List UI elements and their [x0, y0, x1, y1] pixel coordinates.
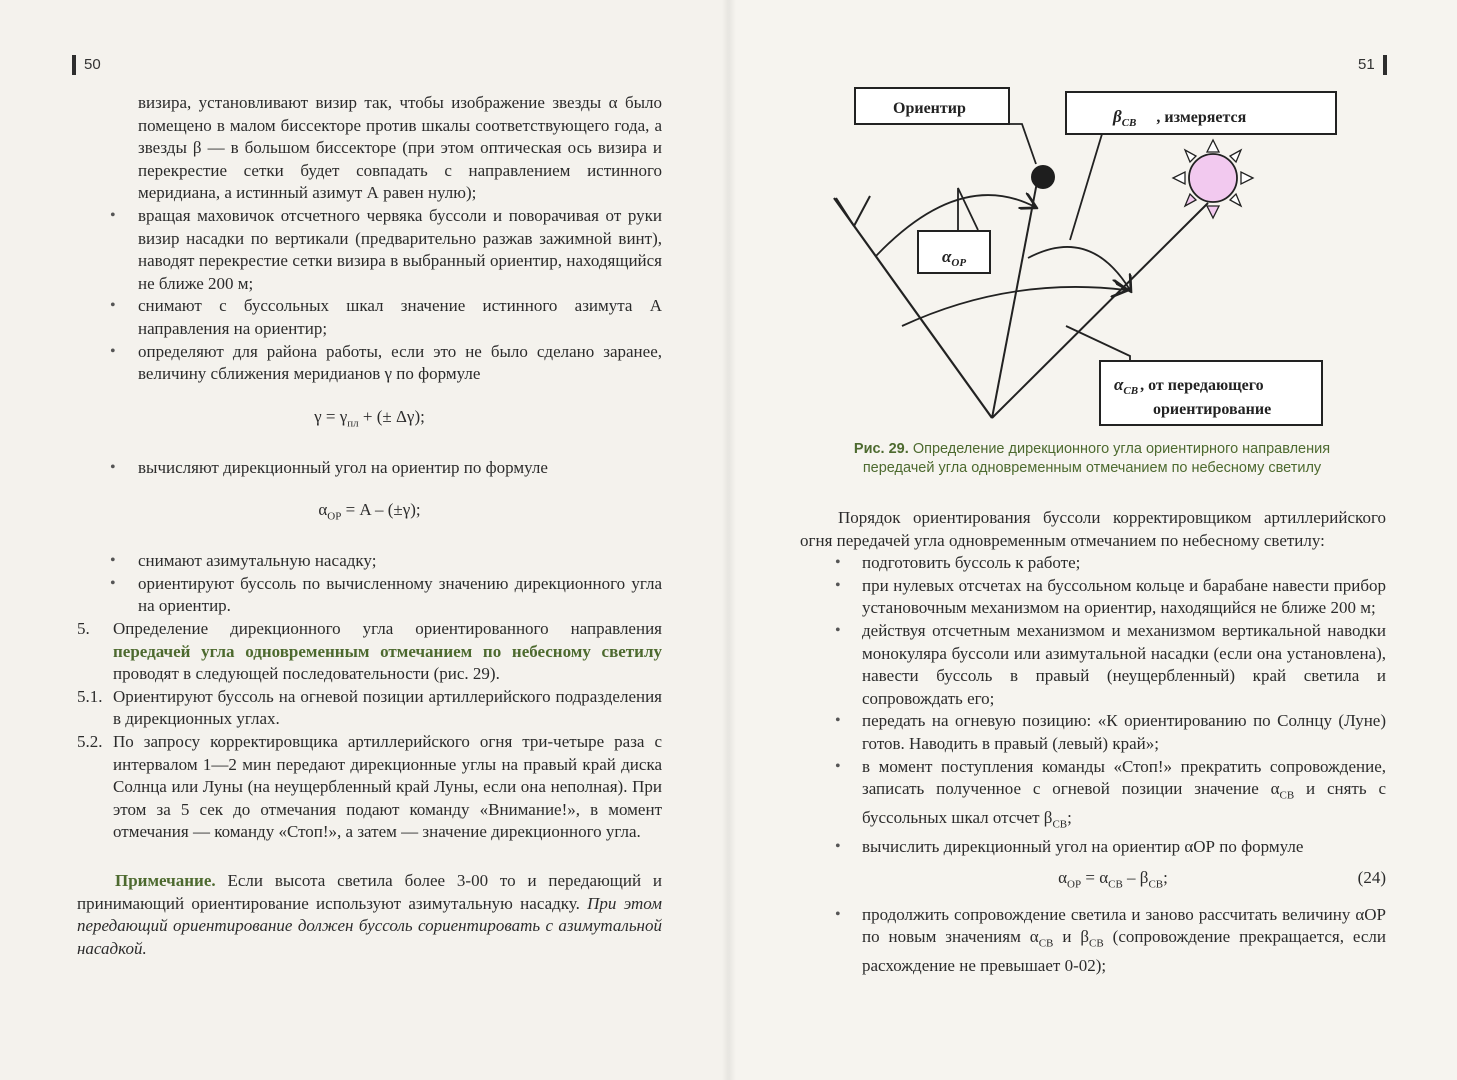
list-item: • вычислить дирекционный угол на ориентир αОР по формуле	[800, 836, 1386, 859]
label-orientir: Ориентир	[893, 100, 966, 117]
list-item: • вращая маховичок отсчетного червяка буссоли и поворачивая от руки визир насадки по вертикали (предварительно разжав зажимной винт), наводят перекрестие сетки визира в выбранный ориентир, находящийся не ближе 200 м;	[77, 205, 662, 295]
fork-line	[854, 196, 870, 226]
book-gutter	[722, 0, 736, 1080]
page-number-left: 50	[72, 55, 101, 75]
callout-line	[958, 188, 978, 231]
sun-icon	[1173, 140, 1253, 218]
intro-paragraph: Порядок ориентирования буссоли корректировщиком артиллерийского огня передачей угла одновременным отмечанием по небесному светилу:	[800, 508, 1386, 550]
label-beta: $\beta_{СВ}$ , измеряется	[1113, 107, 1247, 129]
left-column	[77, 92, 662, 960]
list-item: • снимают азимутальную насадку;	[77, 550, 662, 573]
callout-line	[1066, 326, 1130, 361]
continued-paragraph: визира, установливают визир так, чтобы изображение звезды α было помещено в малом биссекторе против шкалы соответствующего года, а звезды β — в большом биссекторе (при этом оптическая ось визира и перекрестие сетки будет совпадать с направлением истинного меридиана, а истинный азимут А равен нулю);	[138, 93, 662, 203]
list-item: • ориентируют буссоль по вычисленному значению дирекционного угла на ориентир.	[77, 573, 662, 618]
callout-line	[980, 124, 1036, 164]
numbered-item-5-1: 5.1. Ориентируют буссоль на огневой позиции артиллерийского подразделения в дирекционных углах.	[77, 686, 662, 729]
formula-gamma: $\gamma = \gamma_{пл}$ + (± Δγ);	[314, 406, 425, 430]
page-marker-bar	[72, 55, 76, 75]
label-alpha-cb-line2: ориентирование	[1153, 401, 1272, 418]
note-label: Примечание.	[115, 871, 216, 890]
list-item: • продолжить сопровождение светила и заново рассчитать величину αОР по новым значениям $\alpha_{СВ}$ и $\beta_{СВ}$ (сопровождение прекращается, если расхождение не превышает 0-02);	[800, 904, 1386, 978]
highlight-term: передачей угла одновременным отмечанием по небесному светилу	[113, 641, 662, 661]
right-column	[800, 507, 1386, 978]
list-item: • в момент поступления команды «Стоп!» прекратить сопровождение, записать полученное с огневой позиции значение $\alpha_{СВ}$ и снять с буссольных шкал отсчет $\beta_{СВ}$;	[800, 756, 1386, 837]
equation-number: (24)	[1357, 867, 1386, 887]
numbered-item-5: 5. Определение дирекционного угла ориентированного направления передачей угла одновременным отмечанием по небесному светилу проводят в следующей последовательности (рис. 29).	[77, 619, 662, 684]
formula-alpha: $\alpha_{ОР} = A - (\pm\gamma)$;	[318, 500, 421, 523]
page-number-right: 51	[1358, 55, 1387, 75]
list-item: • вычисляют дирекционный угол на ориентир по формуле	[77, 457, 662, 480]
orientir-direction-line	[992, 177, 1038, 418]
list-item: • подготовить буссоль к работе;	[800, 552, 1386, 575]
note-paragraph: Примечание. Если высота светила более 3-00 то и передающий и принимающий ориентирование используют азимутальную насадку. При этом передающий ориентирование должен буссоль сориентировать с азимутальной насадкой.	[77, 871, 662, 958]
callout-line	[1070, 134, 1102, 240]
label-alpha-cb: $\alpha_{СВ}$ , от передающего	[1114, 375, 1264, 397]
list-item: • при нулевых отсчетах на буссольном кольце и барабане навести прибор установочным механизмом на ориентир, находящийся не ближе 200 м;	[800, 575, 1386, 620]
figure-29-diagram	[830, 80, 1350, 440]
orientir-dot	[1031, 165, 1055, 189]
list-item: • определяют для района работы, если это не было сделано заранее, величину сближения меридианов γ по формуле	[77, 341, 662, 386]
page-marker-bar	[1383, 55, 1387, 75]
formula-24: $\alpha_{ОР} = \alpha_{СВ} - \beta_{СВ}$; (24)	[1058, 867, 1386, 891]
list-item: • снимают с буссольных шкал значение истинного азимута А направления на ориентир;	[77, 295, 662, 340]
fork-line	[836, 198, 854, 226]
label-alpha-or: $\alpha_{ОР}$	[942, 247, 967, 269]
arc-beta-cb	[1028, 247, 1130, 290]
numbered-item-5-2: 5.2. По запросу корректировщика артиллерийского огня три-четыре раза с интервалом 1—2 мин передают дирекционные углы на правый край диска Солнца или Луны (на неущербленный край Луны, если она неполная). При этом за 5 сек до отмечания подают команду «Внимание!», в момент отмечания — команду «Стоп!», а затем — значение дирекционного угла.	[77, 732, 662, 842]
list-item: • действуя отсчетным механизмом и механизмом вертикальной наводки монокуляра буссоли или азимутальной насадки (если она установлена), навести буссоль в правый (неущербленный) край светила и сопровождать его;	[800, 620, 1386, 710]
figure-caption: Рис. 29. Определение дирекционного угла ориентирного направления передачей угла одновременным отмечанием по небесному светилу	[853, 441, 1331, 476]
list-item: • передать на огневую позицию: «К ориентированию по Солнцу (Луне) готов. Наводить в правый (левый) край»;	[800, 710, 1386, 755]
